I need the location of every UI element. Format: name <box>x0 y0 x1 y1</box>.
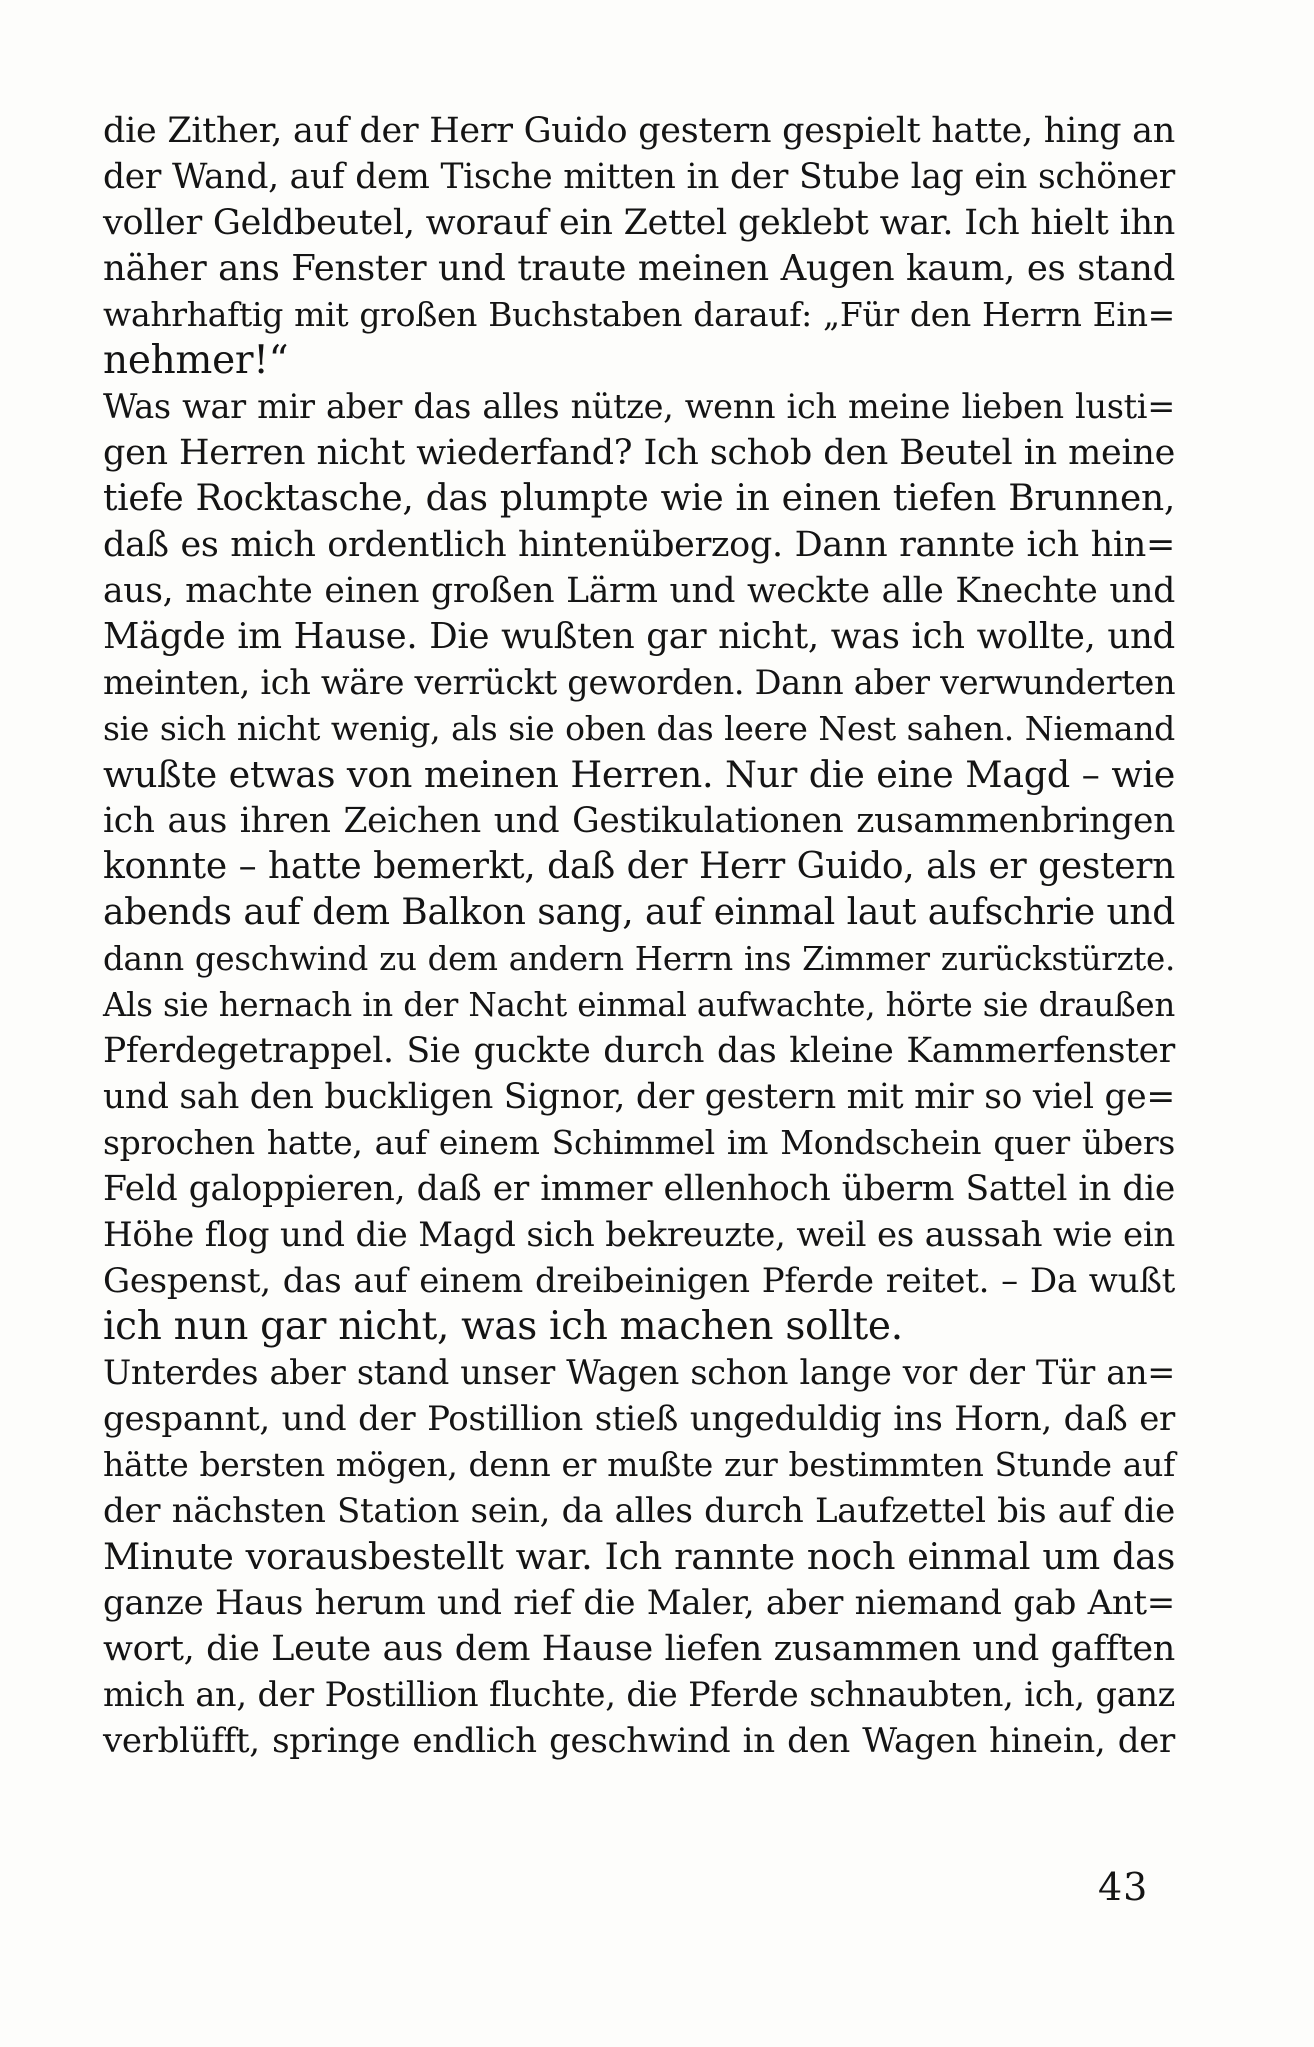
text-line: nehmer!“ <box>103 338 289 383</box>
text-line: gen Herren nicht wiederfand? Ich schob den Beutel in meine <box>103 433 1175 473</box>
text-line: wort, die Leute aus dem Hause liefen zusammen und gafften <box>103 1629 1175 1669</box>
text-line: abends auf dem Balkon sang, auf einmal laut aufschrie und <box>103 892 1175 933</box>
text-line: wußte etwas von meinen Herren. Nur die eine Magd – wie <box>103 753 1175 796</box>
text-line: und sah den buckligen Signor, der gestern mit mir so viel ge= <box>103 1077 1175 1117</box>
text-line: daß es mich ordentlich hintenüberzog. Dann rannte ich hin= <box>103 525 1175 565</box>
text-line: gespannt, und der Postillion stieß ungeduldig ins Horn, daß er <box>103 1399 1175 1439</box>
text-line: Pferdegetrappel. Sie guckte durch das kleine Kammerfenster <box>103 1031 1175 1071</box>
text-line: tiefe Rocktasche, das plumpte wie in einen tiefen Brunnen, <box>103 478 1175 519</box>
text-line: Gespenst, das auf einem dreibeinigen Pferde reitet. – Da wußt <box>103 1261 1175 1301</box>
text-line: konnte – hatte bemerkt, daß der Herr Guido, als er gestern <box>103 846 1175 887</box>
text-line: Was war mir aber das alles nütze, wenn ich meine lieben lusti= <box>103 387 1175 426</box>
text-line: hätte bersten mögen, denn er mußte zur bestimmten Stunde auf <box>103 1445 1175 1484</box>
text-line: meinten, ich wäre verrückt geworden. Dann aber verwunderten <box>103 663 1176 702</box>
text-line: ganze Haus herum und rief die Maler, aber niemand gab Ant= <box>103 1583 1175 1623</box>
text-line: Höhe flog und die Magd sich bekreuzte, weil es aussah wie ein <box>103 1215 1175 1255</box>
text-line: näher ans Fenster und traute meinen Augen kaum, es stand <box>103 248 1175 289</box>
text-line: sie sich nicht wenig, als sie oben das leere Nest sahen. Niemand <box>103 709 1175 748</box>
text-line: Unterdes aber stand unser Wagen schon lange vor der Tür an= <box>103 1353 1175 1392</box>
text-line: Als sie hernach in der Nacht einmal aufwachte, hörte sie draußen <box>103 986 1175 1024</box>
text-line: aus, machte einen großen Lärm und weckte alle Knechte und <box>103 571 1175 611</box>
text-line: die Zither, auf der Herr Guido gestern gespielt hatte, hing an <box>103 111 1175 151</box>
text-line: ich aus ihren Zeichen und Gestikulationen zusammenbringen <box>103 801 1175 841</box>
text-line: der Wand, auf dem Tische mitten in der Stube lag ein schöner <box>103 157 1175 197</box>
text-line: wahrhaftig mit großen Buchstaben darauf: „Für den Herrn Ein= <box>103 295 1175 334</box>
text-line: dann geschwind zu dem andern Herrn ins Zimmer zurückstürzte. <box>103 940 1175 978</box>
text-line: verblüfft, springe endlich geschwind in den Wagen hinein, der <box>103 1721 1175 1761</box>
text-line: voller Geldbeutel, worauf ein Zettel geklebt war. Ich hielt ihn <box>103 203 1175 243</box>
text-line: Mägde im Hause. Die wußten gar nicht, was ich wollte, und <box>103 616 1175 657</box>
text-line: mich an, der Postillion fluchte, die Pferde schnaubten, ich, ganz <box>103 1675 1175 1714</box>
text-line: ich nun gar nicht, was ich machen sollte. <box>103 1304 903 1349</box>
text-line: Feld galoppieren, daß er immer ellenhoch überm Sattel in die <box>103 1169 1175 1209</box>
text-line: der nächsten Station sein, da alles durch Laufzettel bis auf die <box>103 1491 1175 1531</box>
text-line: Minute vorausbestellt war. Ich rannte noch einmal um das <box>103 1535 1175 1578</box>
text-line: sprochen hatte, auf einem Schimmel im Mondschein quer übers <box>103 1123 1175 1162</box>
page-number: 43 <box>1098 1865 1149 1909</box>
body-text <box>103 108 1175 1764</box>
